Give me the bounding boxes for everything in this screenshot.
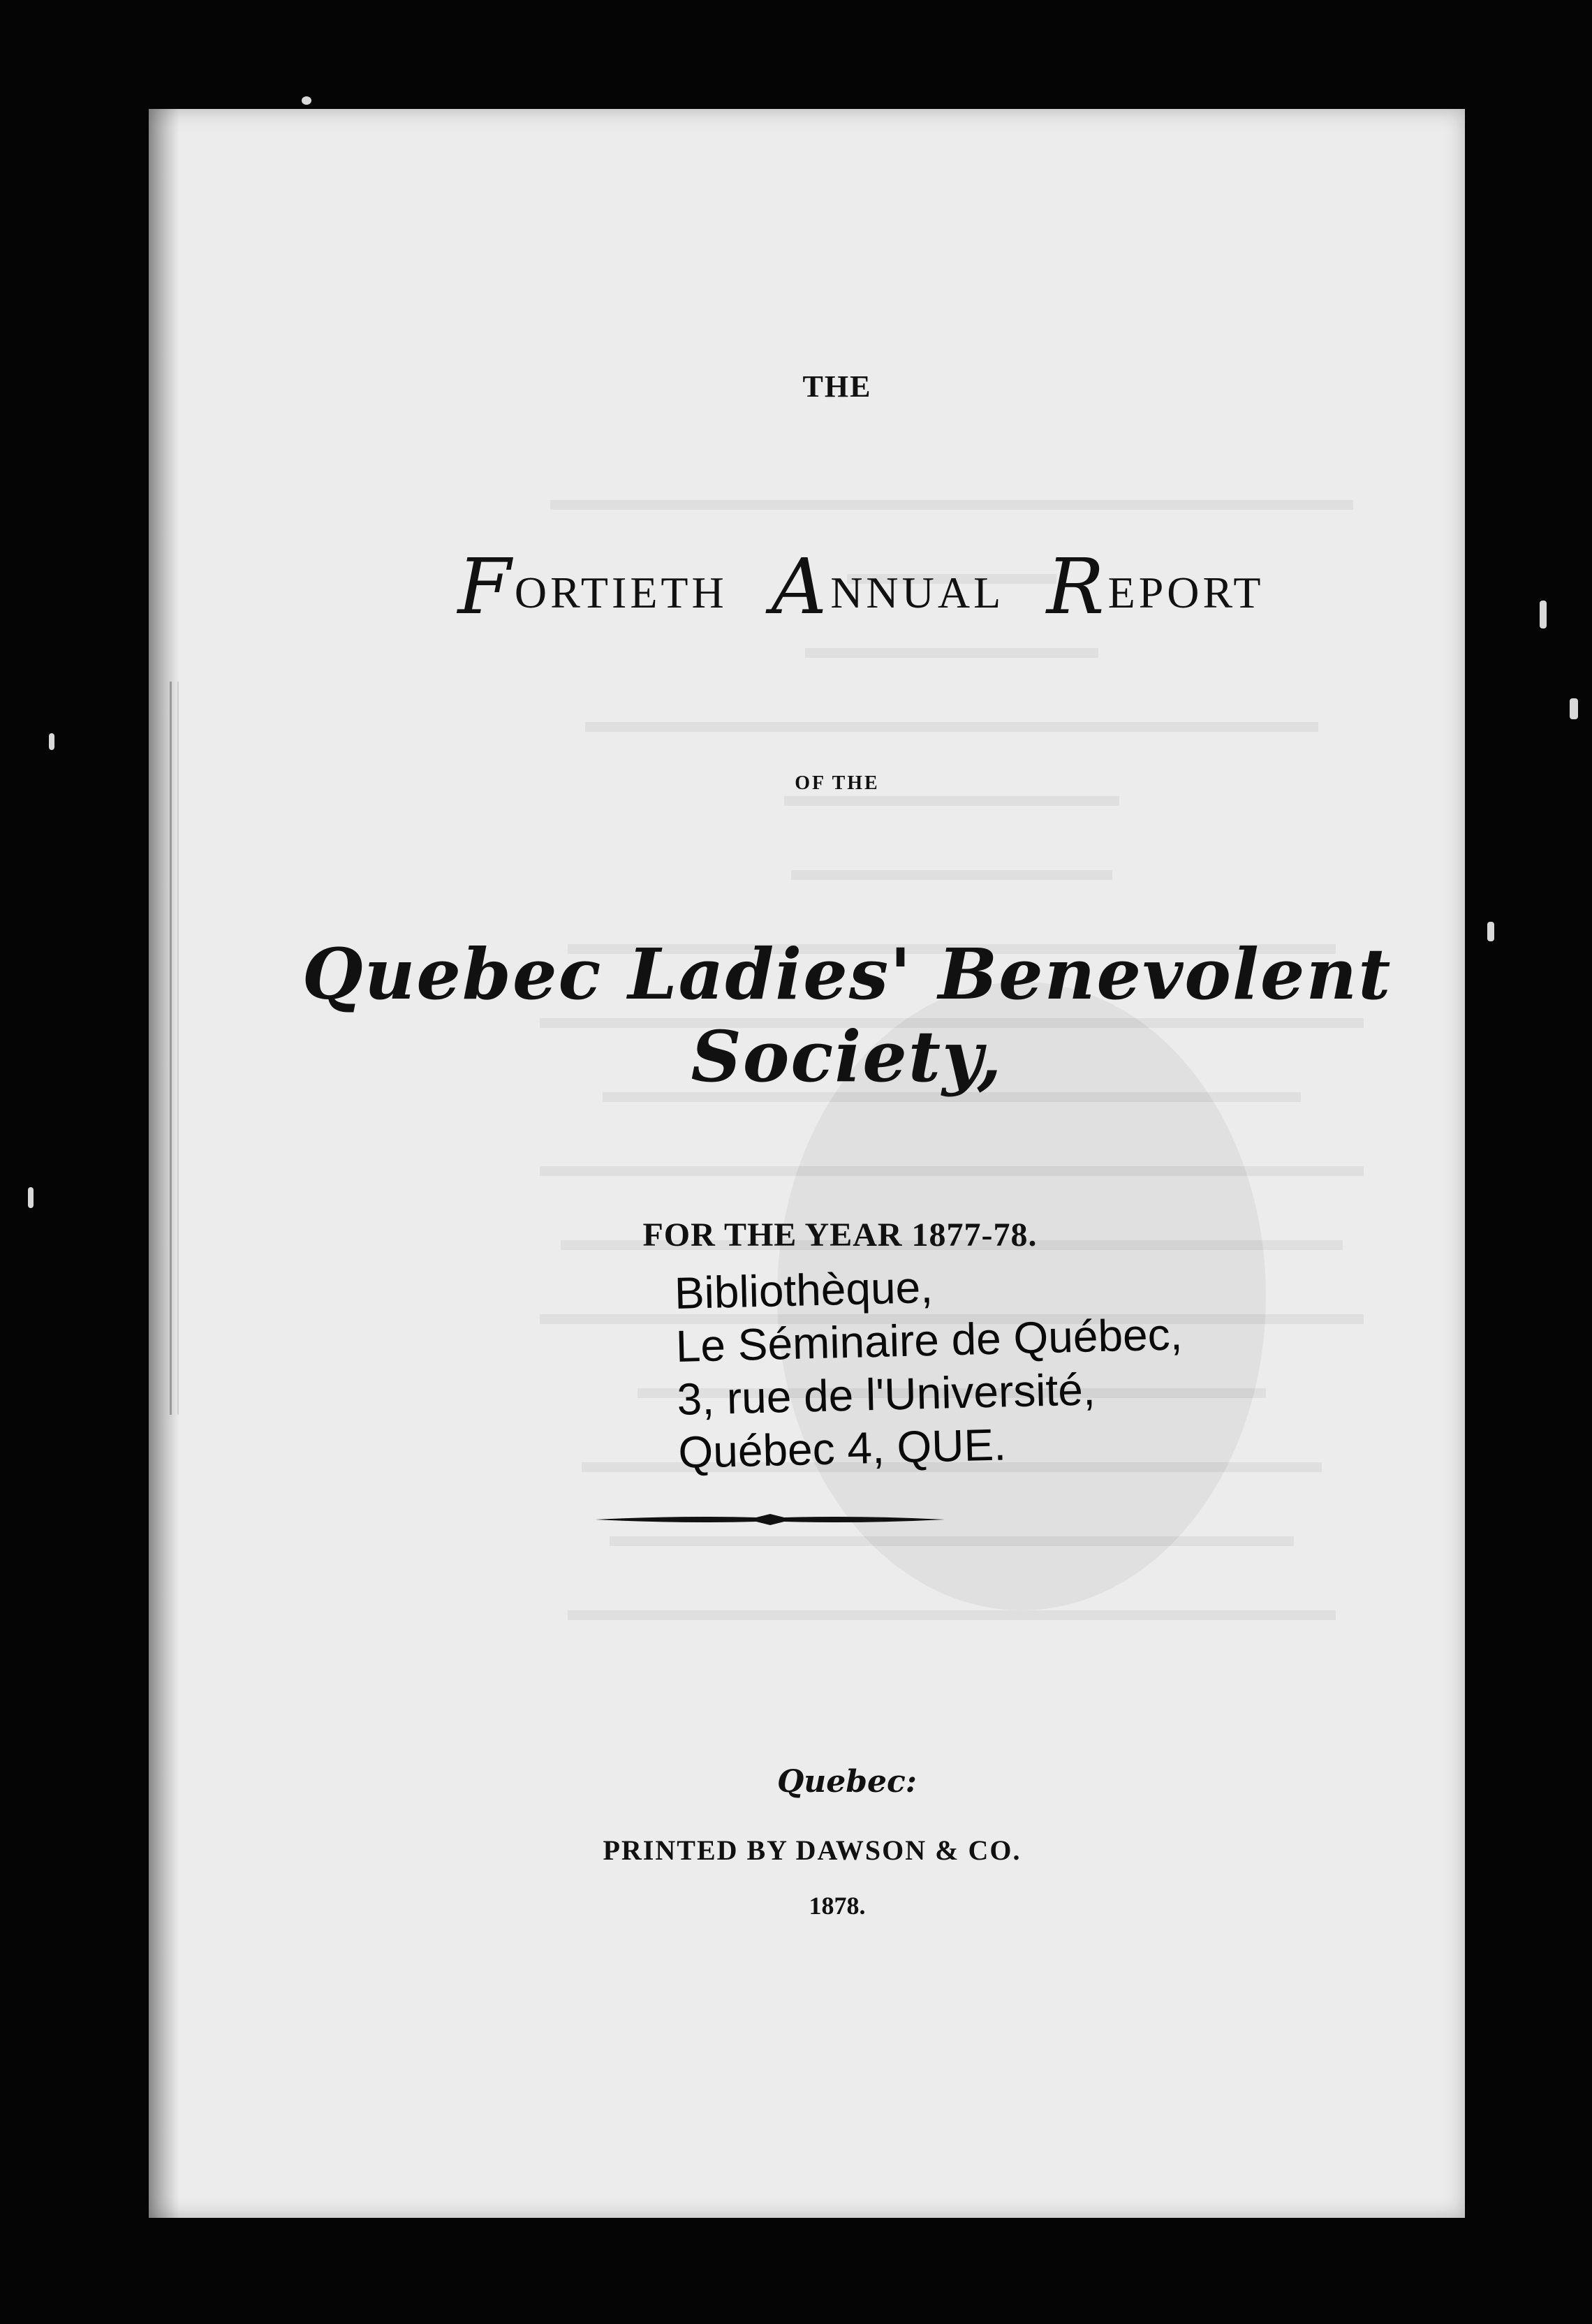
title-cap-3: R: [1046, 542, 1108, 631]
title-cap-1: F: [457, 542, 515, 631]
title-word-3: EPORT: [1107, 568, 1265, 617]
stamp-line-4: Québec 4, QUE.: [677, 1419, 1007, 1478]
title-word-2: NNUAL: [830, 568, 1003, 617]
title-cap-2: A: [771, 542, 831, 631]
report-year: FOR THE YEAR 1877-78.: [642, 1216, 1038, 1253]
society-name: Quebec Ladies' Benevolent Society,: [302, 933, 1392, 1098]
header-the: THE: [802, 369, 872, 404]
dust-speck: [28, 1187, 34, 1208]
stamp-line-2: Le Séminaire de Québec,: [675, 1309, 1184, 1371]
report-title: [344, 542, 1378, 631]
dust-speck: [1570, 698, 1578, 719]
ornamental-rule: [596, 1506, 945, 1534]
publication-city: Quebec:: [776, 1764, 917, 1800]
library-stamp: [674, 1251, 1335, 1479]
stamp-line-1: Bibliothèque,: [674, 1261, 934, 1318]
publication-year: 1878.: [809, 1892, 866, 1920]
dust-speck: [302, 96, 311, 105]
binding-edge: [170, 682, 179, 1415]
dust-speck: [49, 733, 54, 750]
dust-speck: [1540, 601, 1547, 628]
dust-speck: [1487, 922, 1494, 941]
title-page: [149, 109, 1465, 2218]
title-word-1: ORTIETH: [514, 568, 728, 617]
stamp-line-3: 3, rue de l'Université,: [676, 1364, 1096, 1425]
of-the-line: OF THE: [795, 772, 880, 794]
printer-line: PRINTED BY DAWSON & CO.: [603, 1834, 1022, 1866]
